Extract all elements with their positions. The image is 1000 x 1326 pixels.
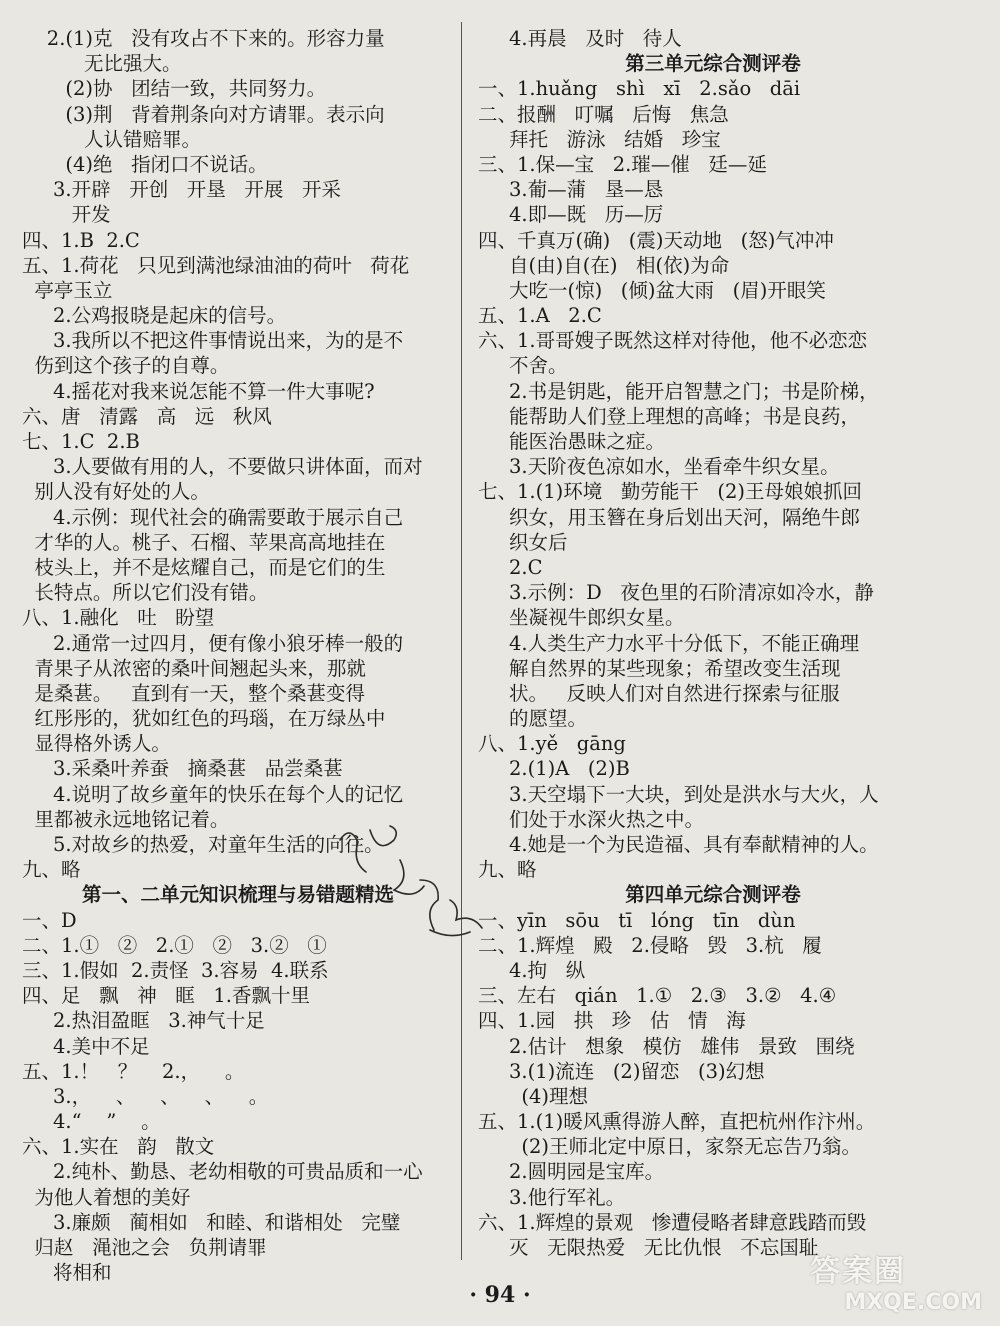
answer-line: 九、略 [478, 858, 537, 882]
answer-line: 2.(1)A (2)B [478, 757, 630, 781]
answer-line: 3.天空塌下一大块，到处是洪水与大火，人 [478, 782, 879, 806]
answer-line: 不舍。 [478, 354, 568, 378]
answer-line: (4)理想 [478, 1084, 589, 1108]
answer-line: 3.(1)流连 (2)留恋 (3)幻想 [478, 1059, 765, 1083]
answer-line: 解自然界的某些现象；希望改变生活现 [478, 656, 841, 680]
answer-line: 4.说明了故乡童年的快乐在每个人的记忆 [22, 782, 404, 806]
answer-line: 六、1.哥哥嫂子既然这样对待他，他不必恋恋 [478, 329, 868, 353]
answer-line: 3.人要做有用的人，不要做只讲体面，而对 [22, 455, 423, 479]
answer-line: 二、报酬 叮嘱 后悔 焦急 [478, 102, 729, 126]
answer-line: 四、足 飘 神 眶 1.香飘十里 [22, 984, 310, 1008]
answer-line: 长特点。所以它们没有错。 [22, 581, 269, 605]
right-answer-column [478, 26, 948, 1260]
answer-line: 八、1.yě gāng [478, 732, 626, 756]
watermark-url: MXQE.COM [844, 1290, 982, 1315]
answer-line: 能医治愚昧之症。 [478, 430, 665, 453]
answer-line: 坐凝视牛郎织女星。 [478, 606, 685, 630]
answer-line: 3.采桑叶养蚕 摘桑葚 品尝桑葚 [22, 757, 343, 781]
section-heading: 第三单元综合测评卷 [625, 52, 801, 76]
answer-line: 4.摇花对我来说怎能不算一件大事呢? [22, 379, 375, 403]
answer-line: 开发 [22, 203, 111, 227]
answer-line: 2.估计 想象 模仿 雄伟 景致 围绕 [478, 1034, 855, 1058]
answer-line: 六、1.实在 韵 散文 [22, 1135, 215, 1159]
answer-line: 2.圆明园是宝库。 [478, 1160, 665, 1184]
answer-line: 能帮助人们登上理想的高峰；书是良药， [478, 404, 860, 428]
answer-line: 拜托 游泳 结婚 珍宝 [478, 127, 721, 151]
answer-line: 里都被永远地铭记着。 [22, 807, 230, 831]
answer-line: 为他人着想的美好 [22, 1185, 191, 1209]
answer-line: 五、1.荷花 只见到满池绿油油的荷叶 荷花 [22, 253, 410, 277]
answer-line: (2)协 团结一致，共同努力。 [22, 77, 327, 101]
answer-line: 3.我所以不把这件事情说出来，为的是不 [22, 329, 404, 353]
answer-line: 七、1.(1)环境 勤劳能干 (2)王母娘娘抓回 [478, 480, 863, 504]
answer-line: 八、1.融化 吐 盼望 [22, 606, 215, 630]
answer-line: 三、1.假如 2.责怪 3.容易 4.联系 [22, 958, 329, 982]
answer-line: 六、唐 清露 高 远 秋风 [22, 404, 272, 428]
answer-line: 4.美中不足 [22, 1034, 150, 1058]
handwritten-scribble [330, 820, 500, 960]
answer-line: 枝头上，并不是炫耀自己，而是它们的生 [22, 555, 386, 579]
answer-line: 伤到这个孩子的自尊。 [22, 354, 230, 378]
answer-line: 4.即—既 历—厉 [478, 203, 664, 227]
answer-line: 五、1.！ ？ 2.， 。 [22, 1059, 245, 1083]
answer-line: 六、1.辉煌的景观 惨遭侵略者肆意践踏而毁 [478, 1210, 867, 1234]
answer-line: 织女后 [478, 530, 568, 554]
answer-line: 青果子从浓密的桑叶间翘起头来，那就 [22, 656, 366, 680]
answer-line: 人认错赔罪。 [22, 127, 201, 151]
answer-line: 2.C [478, 555, 543, 579]
answer-line: 2.热泪盈眶 3.神气十足 [22, 1009, 265, 1033]
answer-line: 3.， 、 、 、 。 [22, 1084, 269, 1108]
answer-line: 织女，用玉簪在身后划出天河，隔绝牛郎 [478, 505, 860, 529]
answer-line: 将相和 [22, 1261, 112, 1285]
answer-line: 4.她是一个为民造福、具有奉献精神的人。 [478, 833, 879, 856]
answer-line: 自(由)自(在) 相(依)为命 [478, 253, 730, 277]
answer-line: 4.拘 纵 [478, 958, 586, 982]
answer-line: 四、1.园 拱 珍 估 情 海 [478, 1009, 746, 1033]
answer-line: 的愿望。 [478, 707, 587, 731]
answer-line: 2.纯朴、勤恳、老幼相敬的可贵品质和一心 [22, 1160, 423, 1184]
answer-line: 显得格外诱人。 [22, 732, 171, 756]
answer-line: 一、1.huǎng shì xī 2.sǎo dāi [478, 77, 801, 101]
answer-line: 3.廉颇 蔺相如 和睦、和谐相处 完璧 [22, 1210, 401, 1234]
answer-line: 2.通常一过四月，便有像小狼牙棒一般的 [22, 631, 404, 655]
left-answer-column [22, 26, 454, 1285]
answer-line: 三、1.保—宝 2.璀—催 廷—延 [478, 152, 767, 176]
answer-line: 二、1.① ② 2.① ② 3.② ① [22, 933, 327, 957]
answer-line: 4.人类生产力水平十分低下，不能正确理 [478, 631, 860, 655]
answer-line: 3.他行军礼。 [478, 1185, 626, 1209]
answer-line: 归赵 渑池之会 负荆请罪 [22, 1236, 267, 1259]
answer-line: 们处于水深火热之中。 [478, 807, 704, 831]
answer-line: 五、1.A 2.C [478, 304, 602, 328]
column-divider [461, 22, 462, 1260]
section-heading: 第一、二单元知识梳理与易错题精选 [81, 883, 394, 907]
answer-line: 4.“ ” 。 [22, 1110, 161, 1134]
section-heading: 第四单元综合测评卷 [625, 883, 801, 907]
answer-line: 3.开辟 开创 开垦 开展 开采 [22, 178, 341, 202]
answer-line: 红彤彤的，犹如红色的玛瑙，在万绿丛中 [22, 707, 386, 731]
answer-line: 三、左右 qián 1.① 2.③ 3.② 4.④ [478, 984, 837, 1008]
answer-line: 四、千真万(确) (震)天动地 (怒)气冲冲 [478, 228, 834, 252]
answer-line: 五、1.(1)暖风熏得游人醉，直把杭州作汴州。 [478, 1110, 876, 1134]
answer-line: 四、1.B 2.C [22, 228, 140, 252]
answer-line: 七、1.C 2.B [22, 430, 140, 453]
answer-line: 灭 无限热爱 无比仇恨 不忘国耻 [478, 1236, 819, 1259]
answer-line: 3.天阶夜色凉如水，坐看牵牛织女星。 [478, 455, 840, 479]
answer-line: (4)绝 指闭口不说话。 [22, 152, 268, 176]
answer-line: (3)荆 背着荆条向对方请罪。表示向 [22, 102, 385, 126]
answer-line: 3.葡—蒲 垦—恳 [478, 178, 664, 202]
answer-line: (2)王师北定中原日，家祭无忘告乃翁。 [478, 1135, 862, 1159]
answer-line: 2.书是钥匙，能开启智慧之门；书是阶梯， [478, 379, 879, 403]
answer-line: 2.(1)克 没有攻占不下来的。形容力量 [22, 27, 385, 50]
answer-line: 2.公鸡报晓是起床的信号。 [22, 304, 287, 328]
page-number: · 94 · [469, 1282, 531, 1308]
answer-line: 九、略 [22, 858, 81, 882]
answer-line: 无比强大。 [22, 52, 182, 76]
answer-line: 3.示例：D 夜色里的石阶清凉如冷水，静 [478, 581, 874, 605]
answer-line: 二、1.辉煌 殿 2.侵略 毁 3.杭 履 [478, 933, 822, 957]
answer-line: 4.示例：现代社会的确需要敢于展示自己 [22, 505, 404, 529]
watermark-logo [810, 1246, 988, 1318]
answer-line: 状。 反映人们对自然进行探索与征服 [478, 681, 840, 705]
answer-line: 大吃一(惊) (倾)盆大雨 (眉)开眼笑 [478, 278, 826, 302]
answer-line: 4.再晨 及时 待人 [478, 27, 682, 50]
answer-line: 别人没有好处的人。 [22, 480, 210, 504]
answer-line: 才华的人。桃子、石榴、苹果高高地挂在 [22, 530, 386, 554]
answer-line: 一、D [22, 908, 77, 932]
answer-line: 5.对故乡的热爱，对童年生活的向往。 [22, 833, 384, 856]
answer-line: 亭亭玉立 [22, 278, 113, 302]
answer-line: 是桑葚。 直到有一天，整个桑葚变得 [22, 681, 365, 705]
answer-line: 一、yīn sōu tī lóng tīn dùn [478, 908, 796, 932]
watermark-title: 答案圈 [810, 1254, 906, 1289]
